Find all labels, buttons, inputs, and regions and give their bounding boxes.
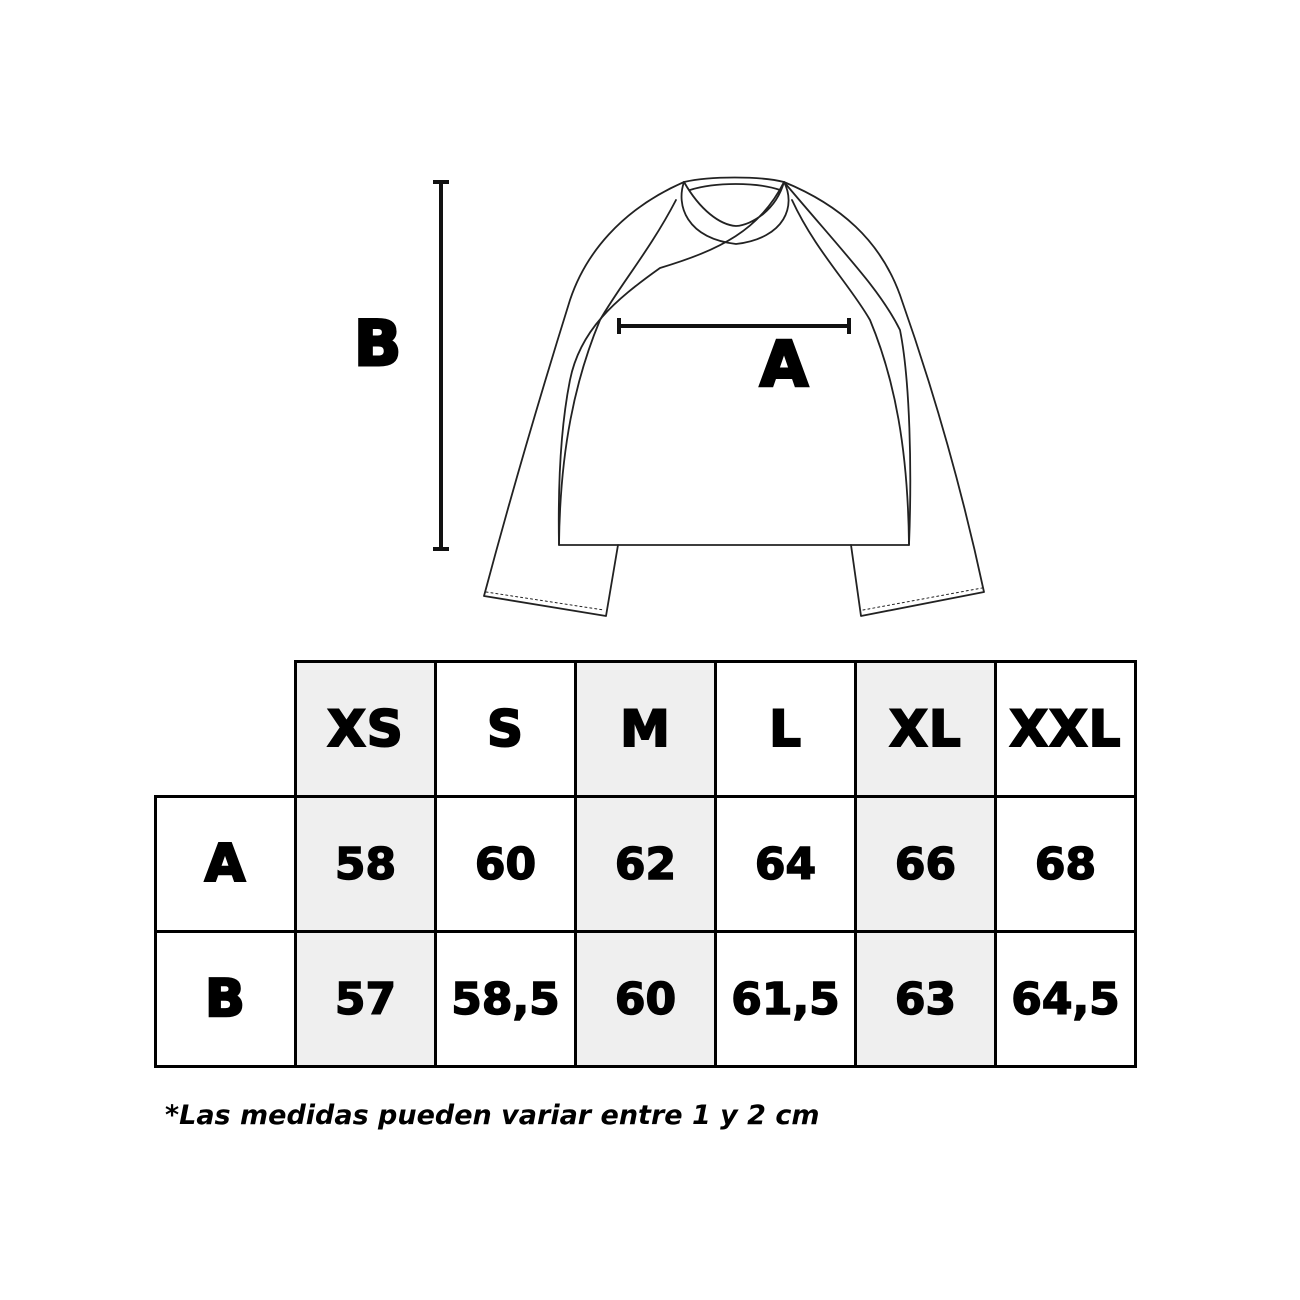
cell-a-m: 62	[576, 797, 716, 932]
cell-a-s: 60	[436, 797, 576, 932]
cell-b-xxl: 64,5	[996, 932, 1136, 1067]
size-header-l: L	[716, 662, 856, 797]
left-sleeve-outline	[484, 182, 684, 616]
size-header-s: S	[436, 662, 576, 797]
body-outline	[559, 182, 911, 545]
cell-b-m: 60	[576, 932, 716, 1067]
cell-b-xs: 57	[296, 932, 436, 1067]
left-raglan-seam	[559, 200, 676, 545]
footnote: *Las medidas pueden variar entre 1 y 2 cm	[165, 1100, 820, 1131]
sweatshirt-diagram	[0, 0, 1300, 640]
table-row	[156, 932, 1136, 1067]
collar-outer	[682, 182, 789, 244]
row-label-a: A	[156, 797, 296, 932]
size-header-xxl: XXL	[996, 662, 1136, 797]
collar-top	[684, 178, 784, 183]
row-label-b: B	[156, 932, 296, 1067]
cell-a-l: 64	[716, 797, 856, 932]
table-row	[156, 797, 1136, 932]
right-cuff-hem	[863, 588, 982, 610]
size-header-xs: XS	[296, 662, 436, 797]
cell-b-xl: 63	[856, 932, 996, 1067]
table-corner	[156, 662, 296, 797]
size-table	[154, 660, 1137, 1068]
collar-inner	[690, 184, 780, 190]
right-sleeve-outline	[784, 182, 984, 616]
size-header-m: M	[576, 662, 716, 797]
cell-b-s: 58,5	[436, 932, 576, 1067]
measure-b-label: B	[354, 307, 404, 380]
cell-b-l: 61,5	[716, 932, 856, 1067]
cell-a-xl: 66	[856, 797, 996, 932]
size-header-xl: XL	[856, 662, 996, 797]
size-header-row	[156, 662, 1136, 797]
cell-a-xs: 58	[296, 797, 436, 932]
left-cuff-hem	[486, 592, 604, 610]
measure-a-label: A	[760, 328, 810, 401]
cell-a-xxl: 68	[996, 797, 1136, 932]
